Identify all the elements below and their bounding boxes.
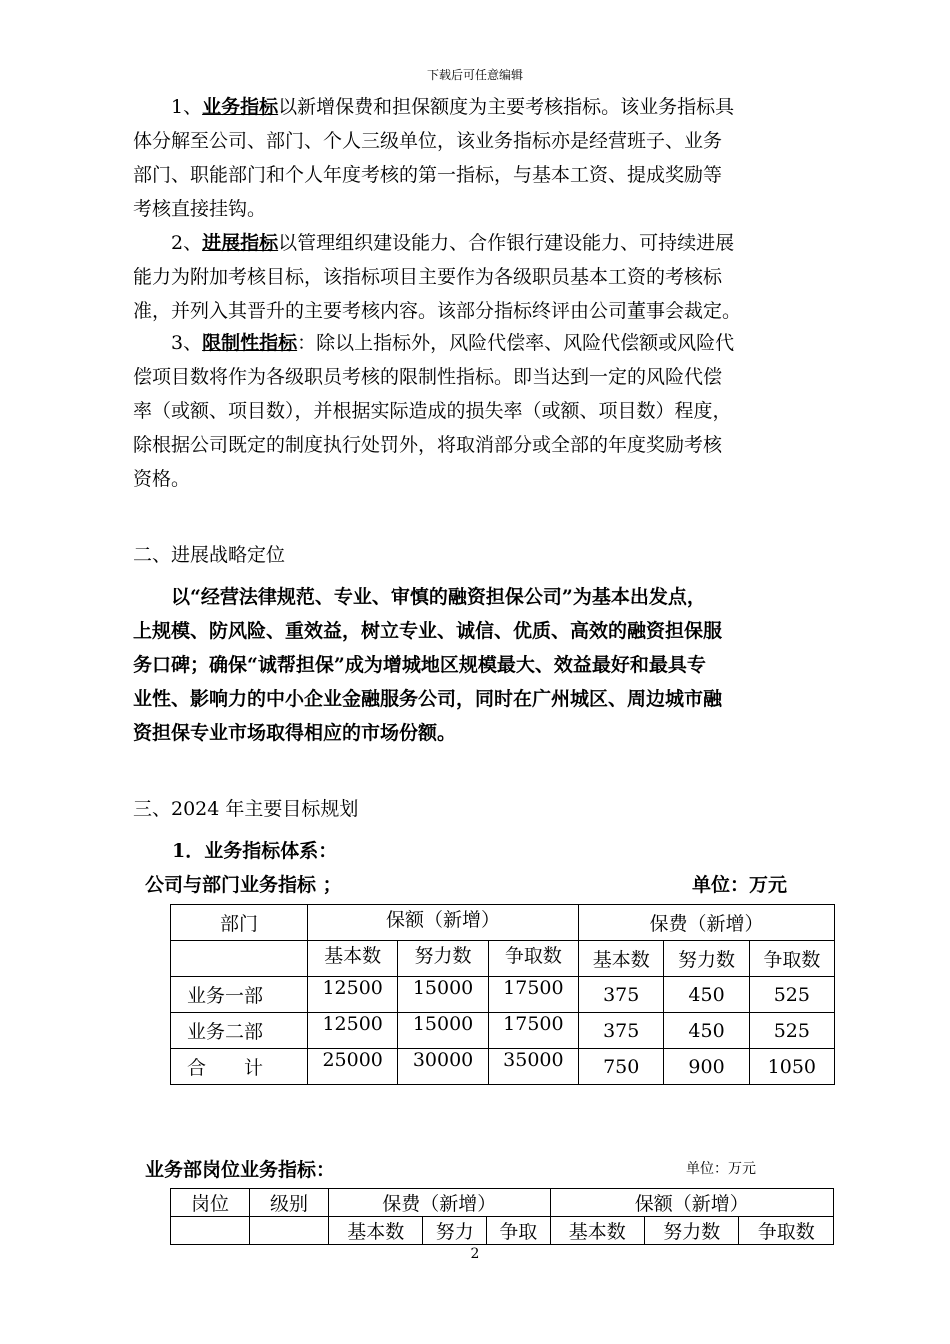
p1-line: 体分解至公司、部门、个人三级单位，该业务指标亦是经营班子、业务 [133,130,723,152]
header-sub: 基本数 [579,941,664,977]
p3-line: 偿项目数将作为各级职员考核的限制性指标。即当达到一定的风险代偿 [133,366,723,388]
header-empty [250,1217,329,1245]
header-sub: 争取数 [749,941,834,977]
p2-number: 2、 [171,232,203,254]
p3-title: 限制性指标 [202,332,298,354]
header-guarantee-amount: 保额（新增） [550,1189,833,1217]
header-sub: 基本数 [329,1217,423,1245]
table2-caption: 业务部岗位业务指标： [145,1159,336,1181]
p2-line: 能力为附加考核目标，该指标项目主要作为各级职员基本工资的考核标 [133,266,723,288]
section-2-heading: 二、进展战略定位 [133,544,286,566]
header-empty [171,941,308,977]
header-sub: 争取数 [739,1217,834,1245]
header-sub: 争取 [487,1217,551,1245]
row-dept-name: 业务一部 [171,977,308,1013]
table2-unit: 单位：万元 [686,1161,756,1177]
header-sub: 努力 [423,1217,487,1245]
p3-line: 率（或额、项目数），并根据实际造成的损失率（或额、项目数）程度， [133,400,732,422]
header-level: 级别 [250,1189,329,1217]
p3-line: 除根据公司既定的制度执行处罚外，将取消部分或全部的年度奖励考核 [133,434,723,456]
section-3-heading: 三、2024 年主要目标规划 [133,798,359,820]
p1-line: 部门、职能部门和个人年度考核的第一指标，与基本工资、提成奖励等 [133,164,723,186]
header-empty [171,1217,250,1245]
cell: 375 [579,1013,664,1049]
cell: 900 [664,1049,749,1085]
cell: 15000 [398,977,488,1013]
cell: 525 [749,977,834,1013]
cell: 17500 [488,1013,578,1049]
cell: 30000 [398,1049,488,1085]
p3-line: ：除以上指标外，风险代偿率、风险代偿额或风险代 [297,332,735,354]
indicator-paragraph-2 [133,226,853,328]
header-sub: 争取数 [488,941,578,977]
strategy-line: 上规模、防风险、重效益，树立专业、诚信、优质、高效的融资担保服 [133,620,723,642]
p3-line: 资格。 [133,468,191,490]
business-indicator-subheading: 1．业务指标体系： [172,840,338,862]
strategy-line: 资担保专业市场取得相应的市场份额。 [133,722,457,744]
p1-line: 考核直接挂钩。 [133,198,267,220]
table-row [171,1013,835,1049]
p1-line: 以新增保费和担保额度为主要考核指标。该业务指标具 [278,96,735,118]
table-row [171,977,835,1013]
p2-line: 准，并列入其晋升的主要考核内容。该部分指标终评由公司董事会裁定。 [133,300,742,322]
indicator-paragraph-1 [133,90,853,226]
page-header: 下载后可任意编辑 [426,68,523,82]
table1-caption: 公司与部门业务指标 ； [145,874,342,896]
header-sub: 努力数 [645,1217,739,1245]
cell: 12500 [308,977,398,1013]
cell: 12500 [308,1013,398,1049]
p1-number: 1、 [171,96,203,118]
strategy-line: 务口碑；确保“诚帮担保”成为增城地区规模最大、效益最好和最具专 [133,654,706,676]
cell: 525 [749,1013,834,1049]
header-sub: 努力数 [664,941,749,977]
indicator-paragraph-3 [133,326,853,496]
department-indicator-table [170,904,835,1085]
cell: 450 [664,1013,749,1049]
header-sub: 努力数 [398,941,488,977]
cell: 35000 [488,1049,578,1085]
header-post: 岗位 [171,1189,250,1217]
p2-title: 进展指标 [202,232,279,254]
strategy-line: 业性、影响力的中小企业金融服务公司，同时在广州城区、周边城市融 [133,688,723,710]
header-sub: 基本数 [308,941,398,977]
header-guarantee-amount: 保额（新增） [308,905,579,941]
header-dept: 部门 [171,905,308,941]
cell: 15000 [398,1013,488,1049]
table-row [171,1049,835,1085]
strategy-line: 以“经营法律规范、专业、审慎的融资担保公司”为基本出发点， [171,586,706,608]
p2-line: 以管理组织建设能力、合作银行建设能力、可持续进展 [278,232,735,254]
page-number: 2 [470,1246,480,1262]
header-premium: 保费（新增） [329,1189,551,1217]
cell: 25000 [308,1049,398,1085]
table1-unit: 单位：万元 [692,874,788,896]
cell: 375 [579,977,664,1013]
cell: 450 [664,977,749,1013]
post-indicator-table [170,1188,834,1245]
strategy-paragraph [133,580,853,750]
cell: 17500 [488,977,578,1013]
row-dept-name: 业务二部 [171,1013,308,1049]
header-sub: 基本数 [550,1217,644,1245]
row-dept-name: 合 计 [171,1049,308,1085]
cell: 750 [579,1049,664,1085]
header-premium: 保费（新增） [579,905,835,941]
p1-title: 业务指标 [202,96,279,118]
p3-number: 3、 [171,332,203,354]
cell: 1050 [749,1049,834,1085]
